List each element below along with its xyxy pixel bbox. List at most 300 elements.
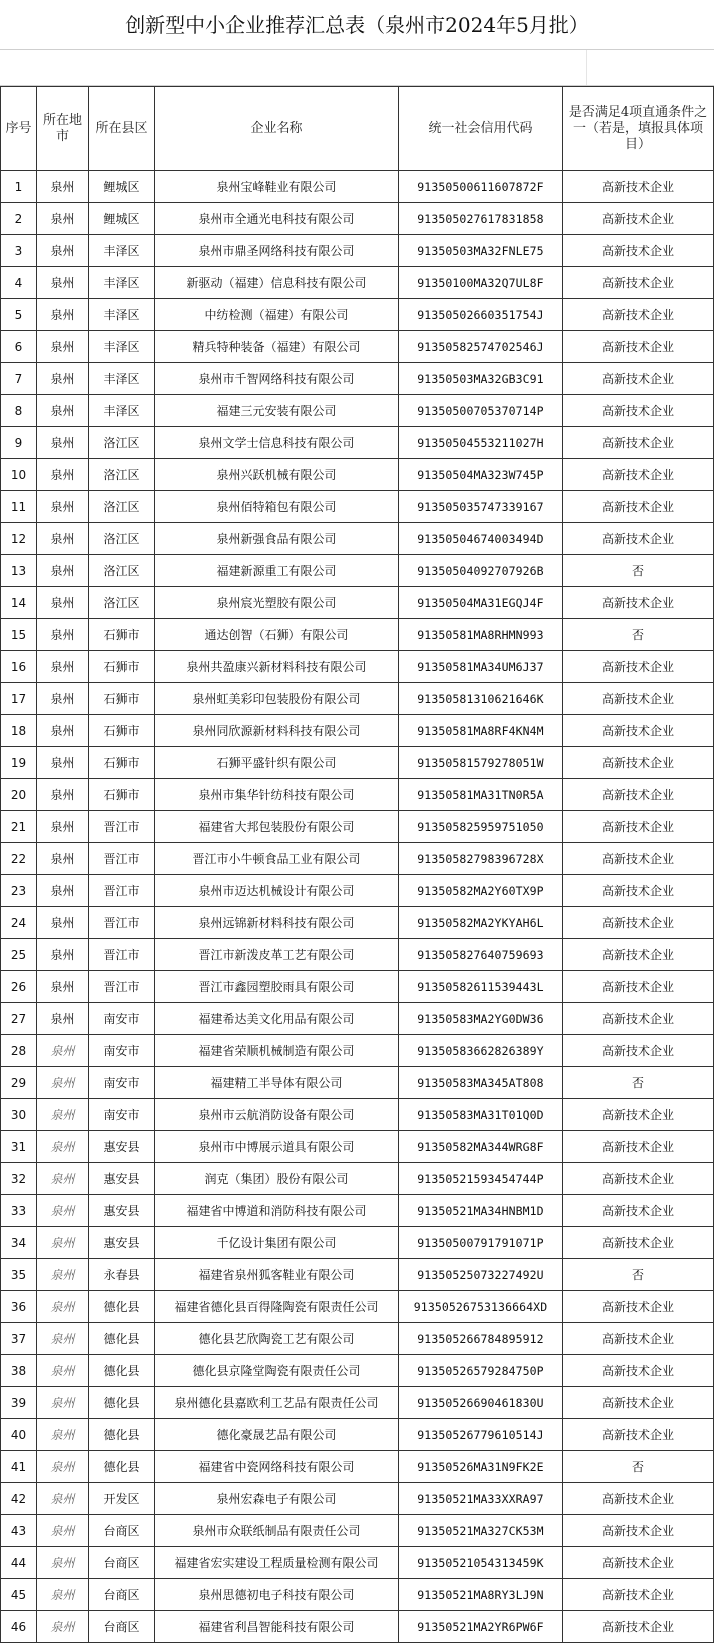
cell-city: 泉州 — [37, 1515, 89, 1547]
cell-condition: 高新技术企业 — [563, 491, 714, 523]
cell-condition: 高新技术企业 — [563, 395, 714, 427]
table-row — [1, 907, 714, 939]
cell-condition: 高新技术企业 — [563, 1003, 714, 1035]
cell-credit-code: 91350504553211027H — [399, 427, 563, 459]
cell-district: 洛江区 — [89, 587, 155, 619]
cell-company-name: 福建省泉州狐客鞋业有限公司 — [155, 1259, 399, 1291]
header-no: 序号 — [1, 87, 37, 171]
table-row — [1, 875, 714, 907]
cell-no: 15 — [1, 619, 37, 651]
cell-condition: 高新技术企业 — [563, 171, 714, 203]
cell-company-name: 泉州思德初电子科技有限公司 — [155, 1579, 399, 1611]
cell-company-name: 泉州市集华针纺科技有限公司 — [155, 779, 399, 811]
table-row — [1, 651, 714, 683]
cell-company-name: 福建省荣顺机械制造有限公司 — [155, 1035, 399, 1067]
cell-no: 30 — [1, 1099, 37, 1131]
cell-condition: 高新技术企业 — [563, 651, 714, 683]
header-code: 统一社会信用代码 — [399, 87, 563, 171]
cell-city: 泉州 — [37, 1131, 89, 1163]
cell-credit-code: 91350526779610514J — [399, 1419, 563, 1451]
cell-district: 永春县 — [89, 1259, 155, 1291]
cell-city: 泉州 — [37, 235, 89, 267]
cell-condition: 高新技术企业 — [563, 1163, 714, 1195]
cell-condition: 高新技术企业 — [563, 1099, 714, 1131]
cell-condition: 高新技术企业 — [563, 779, 714, 811]
cell-company-name: 精兵特种装备（福建）有限公司 — [155, 331, 399, 363]
cell-credit-code: 91350500791791071P — [399, 1227, 563, 1259]
cell-credit-code: 913505266784895912 — [399, 1323, 563, 1355]
cell-condition: 高新技术企业 — [563, 747, 714, 779]
cell-credit-code: 91350582MA344WRG8F — [399, 1131, 563, 1163]
cell-condition: 高新技术企业 — [563, 1419, 714, 1451]
cell-district: 惠安县 — [89, 1163, 155, 1195]
cell-condition: 否 — [563, 619, 714, 651]
cell-no: 12 — [1, 523, 37, 555]
cell-condition: 否 — [563, 1451, 714, 1483]
cell-condition: 高新技术企业 — [563, 1611, 714, 1643]
cell-city: 泉州 — [37, 1259, 89, 1291]
cell-city: 泉州 — [37, 907, 89, 939]
cell-condition: 高新技术企业 — [563, 1579, 714, 1611]
cell-city: 泉州 — [37, 1227, 89, 1259]
cell-no: 22 — [1, 843, 37, 875]
cell-no: 40 — [1, 1419, 37, 1451]
cell-credit-code: 91350521593454744P — [399, 1163, 563, 1195]
cell-condition: 高新技术企业 — [563, 459, 714, 491]
cell-company-name: 泉州兴跃机械有限公司 — [155, 459, 399, 491]
cell-district: 石狮市 — [89, 619, 155, 651]
cell-credit-code: 91350581MA31TN0R5A — [399, 779, 563, 811]
cell-no: 33 — [1, 1195, 37, 1227]
cell-credit-code: 91350583MA345AT808 — [399, 1067, 563, 1099]
cell-district: 台商区 — [89, 1611, 155, 1643]
cell-no: 13 — [1, 555, 37, 587]
cell-city: 泉州 — [37, 1099, 89, 1131]
cell-credit-code: 91350500611607872F — [399, 171, 563, 203]
cell-credit-code: 91350583MA2YG0DW36 — [399, 1003, 563, 1035]
cell-credit-code: 91350521054313459K — [399, 1547, 563, 1579]
cell-company-name: 泉州市中博展示道具有限公司 — [155, 1131, 399, 1163]
table-row — [1, 1067, 714, 1099]
cell-no: 29 — [1, 1067, 37, 1099]
table-row — [1, 843, 714, 875]
table-body — [1, 171, 714, 1643]
cell-company-name: 泉州宸光塑胶有限公司 — [155, 587, 399, 619]
table-row — [1, 779, 714, 811]
cell-city: 泉州 — [37, 1195, 89, 1227]
cell-company-name: 福建省中博道和消防科技有限公司 — [155, 1195, 399, 1227]
table-row — [1, 747, 714, 779]
cell-condition: 高新技术企业 — [563, 203, 714, 235]
cell-district: 丰泽区 — [89, 395, 155, 427]
cell-district: 丰泽区 — [89, 331, 155, 363]
cell-company-name: 晋江市小牛顿食品工业有限公司 — [155, 843, 399, 875]
cell-credit-code: 91350582MA2YKYAH6L — [399, 907, 563, 939]
cell-condition: 高新技术企业 — [563, 939, 714, 971]
cell-company-name: 泉州文学士信息科技有限公司 — [155, 427, 399, 459]
cell-city: 泉州 — [37, 747, 89, 779]
cell-no: 8 — [1, 395, 37, 427]
cell-city: 泉州 — [37, 715, 89, 747]
cell-district: 洛江区 — [89, 491, 155, 523]
table-row — [1, 1227, 714, 1259]
cell-district: 丰泽区 — [89, 235, 155, 267]
cell-city: 泉州 — [37, 1323, 89, 1355]
cell-company-name: 泉州共盈康兴新材料科技有限公司 — [155, 651, 399, 683]
cell-district: 石狮市 — [89, 747, 155, 779]
cell-district: 洛江区 — [89, 459, 155, 491]
cell-no: 9 — [1, 427, 37, 459]
cell-district: 惠安县 — [89, 1227, 155, 1259]
cell-condition: 高新技术企业 — [563, 1483, 714, 1515]
cell-no: 28 — [1, 1035, 37, 1067]
table-row — [1, 715, 714, 747]
cell-city: 泉州 — [37, 651, 89, 683]
cell-city: 泉州 — [37, 1579, 89, 1611]
cell-condition: 高新技术企业 — [563, 715, 714, 747]
cell-credit-code: 91350583MA31T01Q0D — [399, 1099, 563, 1131]
table-row — [1, 811, 714, 843]
cell-credit-code: 91350503MA32FNLE75 — [399, 235, 563, 267]
cell-company-name: 福建希达美文化用品有限公司 — [155, 1003, 399, 1035]
cell-company-name: 福建省大邦包装股份有限公司 — [155, 811, 399, 843]
cell-district: 德化县 — [89, 1323, 155, 1355]
cell-district: 南安市 — [89, 1003, 155, 1035]
grid-divider — [586, 50, 587, 85]
cell-city: 泉州 — [37, 459, 89, 491]
cell-no: 41 — [1, 1451, 37, 1483]
cell-district: 洛江区 — [89, 523, 155, 555]
cell-city: 泉州 — [37, 395, 89, 427]
table-row — [1, 1323, 714, 1355]
cell-no: 10 — [1, 459, 37, 491]
table-row — [1, 619, 714, 651]
cell-district: 南安市 — [89, 1067, 155, 1099]
table-row — [1, 1355, 714, 1387]
cell-no: 11 — [1, 491, 37, 523]
table-row — [1, 683, 714, 715]
cell-credit-code: 91350583662826389Y — [399, 1035, 563, 1067]
cell-credit-code: 91350503MA32GB3C91 — [399, 363, 563, 395]
cell-district: 石狮市 — [89, 683, 155, 715]
cell-credit-code: 91350582MA2Y60TX9P — [399, 875, 563, 907]
cell-credit-code: 91350582574702546J — [399, 331, 563, 363]
cell-city: 泉州 — [37, 779, 89, 811]
cell-district: 德化县 — [89, 1387, 155, 1419]
cell-company-name: 新驱动（福建）信息科技有限公司 — [155, 267, 399, 299]
cell-district: 石狮市 — [89, 651, 155, 683]
cell-city: 泉州 — [37, 1611, 89, 1643]
cell-credit-code: 913505035747339167 — [399, 491, 563, 523]
cell-city: 泉州 — [37, 683, 89, 715]
cell-no: 31 — [1, 1131, 37, 1163]
cell-no: 21 — [1, 811, 37, 843]
cell-condition: 高新技术企业 — [563, 1323, 714, 1355]
cell-city: 泉州 — [37, 1355, 89, 1387]
table-row — [1, 939, 714, 971]
table-row — [1, 971, 714, 1003]
cell-district: 台商区 — [89, 1515, 155, 1547]
table-row — [1, 1419, 714, 1451]
cell-district: 台商区 — [89, 1579, 155, 1611]
cell-company-name: 福建省宏实建设工程质量检测有限公司 — [155, 1547, 399, 1579]
cell-district: 晋江市 — [89, 971, 155, 1003]
cell-credit-code: 91350581579278051W — [399, 747, 563, 779]
cell-company-name: 福建精工半导体有限公司 — [155, 1067, 399, 1099]
table-row — [1, 1131, 714, 1163]
cell-company-name: 泉州宏森电子有限公司 — [155, 1483, 399, 1515]
table-header-row — [1, 87, 714, 171]
cell-no: 23 — [1, 875, 37, 907]
cell-no: 46 — [1, 1611, 37, 1643]
cell-district: 德化县 — [89, 1419, 155, 1451]
cell-credit-code: 91350521MA8RY3LJ9N — [399, 1579, 563, 1611]
cell-credit-code: 91350504674003494D — [399, 523, 563, 555]
cell-city: 泉州 — [37, 203, 89, 235]
cell-credit-code: 91350504MA31EGQJ4F — [399, 587, 563, 619]
cell-no: 27 — [1, 1003, 37, 1035]
cell-condition: 高新技术企业 — [563, 907, 714, 939]
cell-district: 丰泽区 — [89, 299, 155, 331]
cell-condition: 高新技术企业 — [563, 1035, 714, 1067]
cell-company-name: 晋江市新泼皮革工艺有限公司 — [155, 939, 399, 971]
cell-condition: 高新技术企业 — [563, 1227, 714, 1259]
cell-credit-code: 913505027617831858 — [399, 203, 563, 235]
header-name: 企业名称 — [155, 87, 399, 171]
cell-company-name: 晋江市鑫园塑胶雨具有限公司 — [155, 971, 399, 1003]
cell-credit-code: 91350500705370714P — [399, 395, 563, 427]
table-row — [1, 1099, 714, 1131]
cell-city: 泉州 — [37, 1163, 89, 1195]
cell-company-name: 泉州市众联纸制品有限责任公司 — [155, 1515, 399, 1547]
cell-condition: 高新技术企业 — [563, 1547, 714, 1579]
cell-company-name: 石狮平盛针织有限公司 — [155, 747, 399, 779]
cell-district: 丰泽区 — [89, 363, 155, 395]
table-row — [1, 267, 714, 299]
cell-company-name: 泉州市鼎圣网络科技有限公司 — [155, 235, 399, 267]
cell-no: 17 — [1, 683, 37, 715]
cell-condition: 高新技术企业 — [563, 587, 714, 619]
cell-company-name: 福建省中瓷网络科技有限公司 — [155, 1451, 399, 1483]
cell-condition: 高新技术企业 — [563, 363, 714, 395]
cell-city: 泉州 — [37, 1291, 89, 1323]
cell-district: 德化县 — [89, 1291, 155, 1323]
cell-no: 44 — [1, 1547, 37, 1579]
cell-city: 泉州 — [37, 939, 89, 971]
cell-company-name: 泉州市千智网络科技有限公司 — [155, 363, 399, 395]
cell-condition: 高新技术企业 — [563, 971, 714, 1003]
cell-no: 1 — [1, 171, 37, 203]
cell-city: 泉州 — [37, 1483, 89, 1515]
cell-condition: 高新技术企业 — [563, 683, 714, 715]
cell-no: 43 — [1, 1515, 37, 1547]
cell-city: 泉州 — [37, 1419, 89, 1451]
header-district: 所在县区 — [89, 87, 155, 171]
table-row — [1, 395, 714, 427]
cell-condition: 高新技术企业 — [563, 267, 714, 299]
cell-no: 18 — [1, 715, 37, 747]
cell-credit-code: 91350526MA31N9FK2E — [399, 1451, 563, 1483]
table-row — [1, 459, 714, 491]
cell-city: 泉州 — [37, 1067, 89, 1099]
cell-no: 16 — [1, 651, 37, 683]
table-row — [1, 555, 714, 587]
cell-city: 泉州 — [37, 331, 89, 363]
cell-city: 泉州 — [37, 1387, 89, 1419]
cell-company-name: 泉州远锦新材料科技有限公司 — [155, 907, 399, 939]
table-row — [1, 523, 714, 555]
cell-company-name: 泉州佰特箱包有限公司 — [155, 491, 399, 523]
table-row — [1, 299, 714, 331]
cell-condition: 高新技术企业 — [563, 875, 714, 907]
cell-credit-code: 91350521MA2YR6PW6F — [399, 1611, 563, 1643]
cell-district: 鲤城区 — [89, 203, 155, 235]
table-row — [1, 235, 714, 267]
table-row — [1, 1579, 714, 1611]
cell-no: 35 — [1, 1259, 37, 1291]
cell-city: 泉州 — [37, 875, 89, 907]
cell-city: 泉州 — [37, 971, 89, 1003]
cell-district: 南安市 — [89, 1099, 155, 1131]
table-row — [1, 1547, 714, 1579]
cell-no: 19 — [1, 747, 37, 779]
table-row — [1, 363, 714, 395]
table-row — [1, 203, 714, 235]
cell-no: 42 — [1, 1483, 37, 1515]
cell-company-name: 通达创智（石狮）有限公司 — [155, 619, 399, 651]
cell-condition: 高新技术企业 — [563, 1195, 714, 1227]
cell-no: 5 — [1, 299, 37, 331]
cell-city: 泉州 — [37, 427, 89, 459]
table-row — [1, 587, 714, 619]
cell-district: 鲤城区 — [89, 171, 155, 203]
cell-no: 45 — [1, 1579, 37, 1611]
cell-condition: 高新技术企业 — [563, 1291, 714, 1323]
cell-credit-code: 91350582611539443L — [399, 971, 563, 1003]
cell-condition: 高新技术企业 — [563, 235, 714, 267]
cell-no: 7 — [1, 363, 37, 395]
cell-district: 南安市 — [89, 1035, 155, 1067]
empty-row — [0, 50, 714, 86]
cell-credit-code: 913505827640759693 — [399, 939, 563, 971]
cell-condition: 高新技术企业 — [563, 331, 714, 363]
cell-district: 丰泽区 — [89, 267, 155, 299]
cell-credit-code: 91350521MA327CK53M — [399, 1515, 563, 1547]
cell-district: 晋江市 — [89, 811, 155, 843]
cell-city: 泉州 — [37, 267, 89, 299]
cell-credit-code: 91350526579284750P — [399, 1355, 563, 1387]
cell-no: 26 — [1, 971, 37, 1003]
cell-credit-code: 91350525073227492U — [399, 1259, 563, 1291]
cell-credit-code: 91350521MA33XXRA97 — [399, 1483, 563, 1515]
cell-credit-code: 91350581MA8RF4KN4M — [399, 715, 563, 747]
cell-condition: 高新技术企业 — [563, 1387, 714, 1419]
cell-credit-code: 91350526690461830U — [399, 1387, 563, 1419]
cell-no: 25 — [1, 939, 37, 971]
table-row — [1, 1483, 714, 1515]
cell-city: 泉州 — [37, 299, 89, 331]
cell-city: 泉州 — [37, 811, 89, 843]
cell-district: 晋江市 — [89, 843, 155, 875]
cell-city: 泉州 — [37, 363, 89, 395]
table-row — [1, 171, 714, 203]
cell-no: 14 — [1, 587, 37, 619]
cell-no: 38 — [1, 1355, 37, 1387]
cell-company-name: 泉州虹美彩印包装股份有限公司 — [155, 683, 399, 715]
cell-district: 开发区 — [89, 1483, 155, 1515]
cell-no: 34 — [1, 1227, 37, 1259]
cell-district: 台商区 — [89, 1547, 155, 1579]
table-row — [1, 1611, 714, 1643]
cell-district: 洛江区 — [89, 555, 155, 587]
cell-no: 39 — [1, 1387, 37, 1419]
cell-credit-code: 91350526753136664XD — [399, 1291, 563, 1323]
cell-condition: 高新技术企业 — [563, 1355, 714, 1387]
cell-company-name: 福建省德化县百得隆陶瓷有限责任公司 — [155, 1291, 399, 1323]
cell-no: 37 — [1, 1323, 37, 1355]
cell-district: 晋江市 — [89, 875, 155, 907]
cell-city: 泉州 — [37, 555, 89, 587]
cell-city: 泉州 — [37, 619, 89, 651]
cell-credit-code: 913505825959751050 — [399, 811, 563, 843]
cell-credit-code: 91350581310621646K — [399, 683, 563, 715]
cell-company-name: 德化豪晟艺品有限公司 — [155, 1419, 399, 1451]
cell-district: 洛江区 — [89, 427, 155, 459]
cell-company-name: 泉州宝峰鞋业有限公司 — [155, 171, 399, 203]
table-row — [1, 1003, 714, 1035]
cell-no: 32 — [1, 1163, 37, 1195]
cell-condition: 否 — [563, 555, 714, 587]
table-row — [1, 1035, 714, 1067]
cell-city: 泉州 — [37, 1003, 89, 1035]
table-row — [1, 1195, 714, 1227]
cell-company-name: 泉州市云航消防设备有限公司 — [155, 1099, 399, 1131]
cell-company-name: 千亿设计集团有限公司 — [155, 1227, 399, 1259]
enterprise-table — [0, 86, 714, 1643]
cell-condition: 高新技术企业 — [563, 1131, 714, 1163]
cell-city: 泉州 — [37, 491, 89, 523]
cell-no: 24 — [1, 907, 37, 939]
cell-city: 泉州 — [37, 171, 89, 203]
table-row — [1, 1259, 714, 1291]
cell-company-name: 福建省利昌智能科技有限公司 — [155, 1611, 399, 1643]
cell-company-name: 德化县艺欣陶瓷工艺有限公司 — [155, 1323, 399, 1355]
table-row — [1, 491, 714, 523]
cell-credit-code: 91350100MA32Q7UL8F — [399, 267, 563, 299]
cell-credit-code: 91350504MA323W745P — [399, 459, 563, 491]
cell-no: 3 — [1, 235, 37, 267]
cell-no: 4 — [1, 267, 37, 299]
cell-company-name: 泉州新强食品有限公司 — [155, 523, 399, 555]
page-title: 创新型中小企业推荐汇总表（泉州市2024年5月批） — [0, 0, 714, 50]
cell-district: 惠安县 — [89, 1131, 155, 1163]
table-row — [1, 331, 714, 363]
cell-condition: 高新技术企业 — [563, 1515, 714, 1547]
cell-district: 德化县 — [89, 1451, 155, 1483]
cell-company-name: 福建三元安装有限公司 — [155, 395, 399, 427]
table-row — [1, 1163, 714, 1195]
cell-company-name: 福建新源重工有限公司 — [155, 555, 399, 587]
cell-credit-code: 91350581MA34UM6J37 — [399, 651, 563, 683]
cell-condition: 否 — [563, 1259, 714, 1291]
cell-district: 晋江市 — [89, 907, 155, 939]
cell-no: 2 — [1, 203, 37, 235]
header-city: 所在地市 — [37, 87, 89, 171]
cell-company-name: 泉州同欣源新材料科技有限公司 — [155, 715, 399, 747]
header-condition: 是否满足4项直通条件之一（若是，填报具体项目） — [563, 87, 714, 171]
cell-credit-code: 91350581MA8RHMN993 — [399, 619, 563, 651]
cell-condition: 否 — [563, 1067, 714, 1099]
